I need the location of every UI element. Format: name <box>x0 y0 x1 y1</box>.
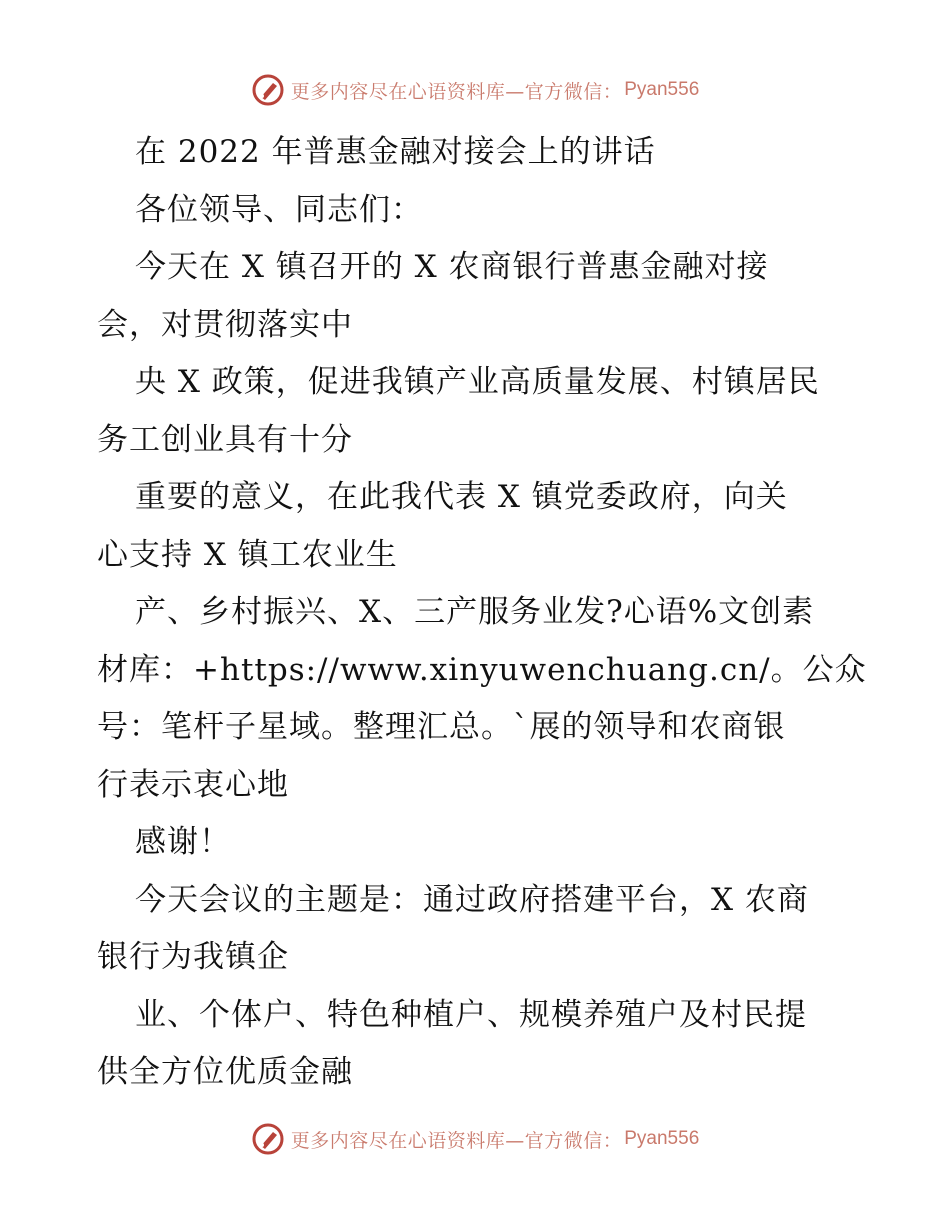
text-line: 重要的意义，在此我代表 X 镇党委政府，向关 <box>135 479 788 515</box>
text-line: 号：笔杆子星域。整理汇总。`展的领导和农商银 <box>97 709 786 745</box>
text-line: 业、个体户、特色种植户、规模养殖户及村民提 <box>135 996 807 1033</box>
text-line: 今天会议的主题是：通过政府搭建平台，X 农商 <box>135 881 809 918</box>
text-line: 心支持 X 镇工农业生 <box>97 536 398 573</box>
text-line: 感谢！ <box>135 824 231 860</box>
watermark-text: 更多内容尽在心语资料库—官方微信： <box>290 1129 623 1152</box>
text-line: 在 2022 年普惠金融对接会上的讲话 <box>135 134 656 170</box>
document-body <box>97 124 867 1102</box>
text-line: 产、乡村振兴、X、三产服务业发?心语%文创素 <box>135 594 815 630</box>
watermark-header <box>0 70 950 110</box>
pen-logo-icon <box>251 1122 285 1156</box>
watermark-account: Pyan556 <box>624 1128 700 1149</box>
text-line: 行表示衷心地 <box>97 766 289 803</box>
text-line: 务工创业具有十分 <box>97 421 353 458</box>
watermark-footer <box>0 1119 950 1159</box>
text-line: 供全方位优质金融 <box>97 1054 353 1090</box>
text-line: 会，对贯彻落实中 <box>97 306 353 343</box>
text-line: 各位领导、同志们： <box>135 191 423 228</box>
pen-logo-icon <box>251 73 285 107</box>
text-line: 材库：+https://www.xinyuwenchuang.cn/。公众 <box>97 651 867 688</box>
text-line: 银行为我镇企 <box>97 939 289 975</box>
text-line: 央 X 政策，促进我镇产业高质量发展、村镇居民 <box>135 364 820 400</box>
watermark-account: Pyan556 <box>624 79 700 100</box>
watermark-text: 更多内容尽在心语资料库—官方微信： <box>290 80 623 103</box>
text-line: 今天在 X 镇召开的 X 农商银行普惠金融对接 <box>135 249 769 285</box>
